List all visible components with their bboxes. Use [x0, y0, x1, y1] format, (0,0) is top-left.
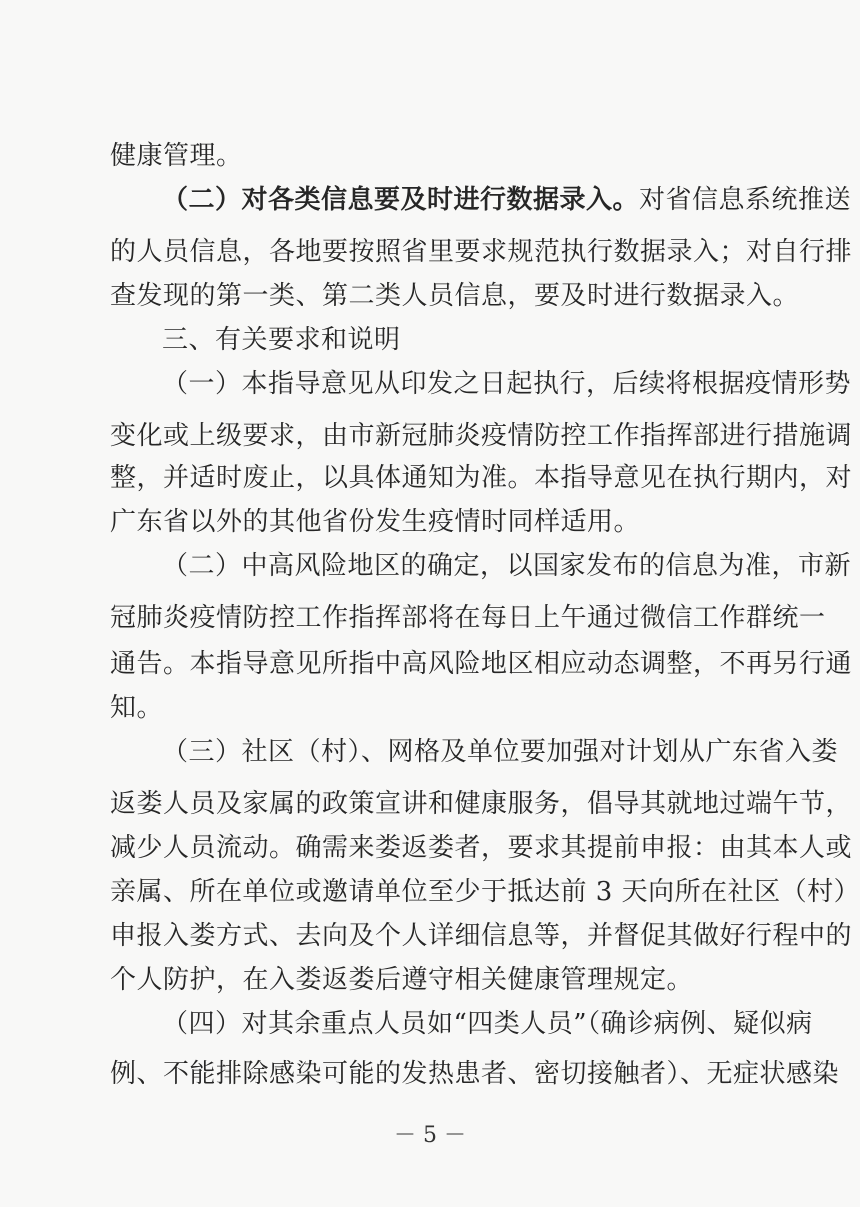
text-line-11: 冠肺炎疫情防控工作指挥部将在每日上午通过微信工作群统一 [110, 603, 826, 633]
text-line-3: 的人员信息，各地要按照省里要求规范执行数据录入；对自行排 [110, 237, 853, 267]
page-number: － 5 － [394, 1123, 466, 1148]
text-line-8: 整，并适时废止，以具体通知为准。本指导意见在执行期内，对 [110, 463, 853, 493]
text-line-7: 变化或上级要求，由市新冠肺炎疫情防控工作指挥部进行措施调 [110, 421, 853, 451]
text-line-1: 健康管理。 [110, 141, 243, 171]
text-line-19: 个人防护，在入娄返娄后遵守相关健康管理规定。 [110, 965, 694, 995]
bold-heading-2: （二）对各类信息要及时进行数据录入。 [162, 185, 640, 215]
text-line-20: （四）对其余重点人员如“四类人员”（确诊病例、疑似病 [162, 1009, 813, 1039]
text-line-15: 返娄人员及家属的政策宣讲和健康服务，倡导其就地过端午节， [110, 789, 853, 819]
text-line-21: 例、不能排除感染可能的发热患者、密切接触者）、无症状感染 [110, 1059, 840, 1089]
text-line-10: （二）中高风险地区的确定，以国家发布的信息为准，市新 [162, 551, 852, 581]
text-line-12: 通告。本指导意见所指中高风险地区相应动态调整，不再另行通 [110, 649, 853, 679]
text-line-4: 查发现的第一类、第二类人员信息，要及时进行数据录入。 [110, 281, 800, 311]
text-line-9: 广东省以外的其他省份发生疫情时同样适用。 [110, 507, 641, 537]
section-heading-3: 三、有关要求和说明 [162, 325, 401, 355]
text-line-18: 申报入娄方式、去向及个人详细信息等，并督促其做好行程中的 [110, 921, 853, 951]
text-line-14: （三）社区（村）、网格及单位要加强对计划从广东省入娄 [162, 737, 839, 767]
text-line-16: 减少人员流动。确需来娄返娄者，要求其提前申报：由其本人或 [110, 833, 853, 863]
text-line-2 [162, 182, 852, 218]
text-line-6: （一）本指导意见从印发之日起执行，后续将根据疫情形势 [162, 369, 852, 399]
text-line-13: 知。 [110, 693, 164, 723]
text-line-2-rest: 对省信息系统推送 [639, 185, 852, 215]
text-line-17: 亲属、所在单位或邀请单位至少于抵达前 3 天向所在社区（村） [110, 877, 860, 907]
